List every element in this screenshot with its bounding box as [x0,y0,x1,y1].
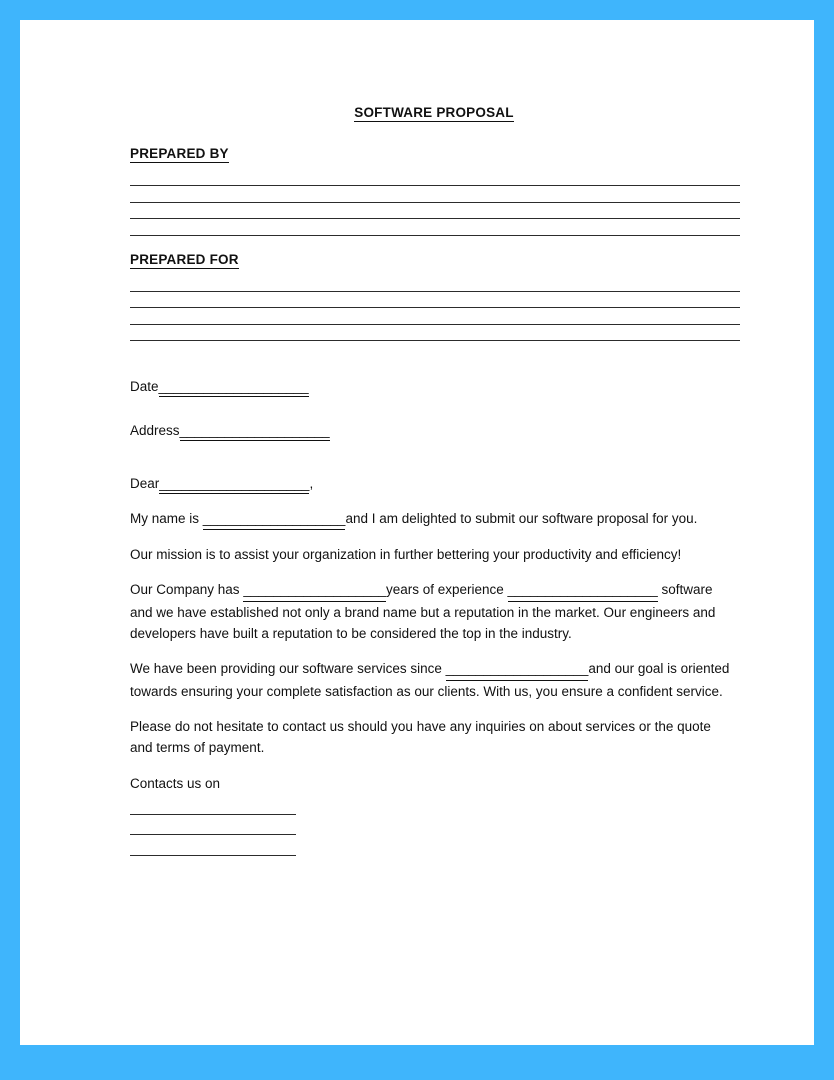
blank-rule [130,185,740,186]
company-blank-years[interactable]: ___________________ [243,579,386,601]
date-field [130,379,740,397]
contact-invite-paragraph: Please do not hesitate to contact us should you have any inquiries on about services or the quote and terms of payment. [130,718,711,756]
salutation-label: Dear [130,475,160,491]
blank-rule [130,307,740,308]
contact-blank-rule [130,855,296,856]
salutation-field [130,476,740,494]
blank-rule [130,202,740,203]
prepared-by-blank-lines [130,185,740,236]
spacer [110,702,740,716]
prepared-for-heading [130,252,740,267]
contact-blank-rule [130,814,296,815]
services-text-1: We have been providing our software services since [130,661,446,677]
services-paragraph [130,658,730,702]
date-blank[interactable]: ____________________ [159,379,309,397]
spacer [110,565,740,579]
prepared-by-heading [130,146,740,161]
document-page [20,20,814,1045]
services-blank[interactable]: ___________________ [446,658,589,680]
spacer [110,644,740,658]
intro-blank[interactable]: ___________________ [203,508,346,530]
spacer [110,341,740,379]
company-paragraph [130,579,730,644]
company-text-2: years of experience [385,582,508,598]
spacer [110,759,740,773]
intro-paragraph [130,508,730,530]
salutation-comma: , [309,475,314,491]
address-field [130,423,740,441]
contact-blank-rule [130,834,296,835]
spacer [110,441,740,476]
address-label: Address [130,422,180,438]
services-text-2: and our goal is oriented towards ensuring your complete satisfaction as our clients. With us, you ensure a confident service. [130,661,730,699]
address-blank[interactable]: ____________________ [180,423,330,441]
company-text-1: Our Company has [130,582,244,598]
company-blank-software[interactable]: ____________________ [508,579,658,601]
contacts-heading: Contacts us on [130,775,221,791]
blank-rule [130,324,740,325]
intro-text-before: My name is [130,510,203,526]
contact-blank-lines [130,814,740,856]
blank-rule [130,291,740,292]
document-body [110,105,740,875]
spacer [110,530,740,544]
mission-paragraph: Our mission is to assist your organization in further bettering your productivity and efficiency! [130,546,682,562]
salutation-blank[interactable]: ____________________ [159,476,309,494]
page-title-text: SOFTWARE PROPOSAL [354,105,514,120]
intro-text-after: and I am delighted to submit our software proposal for you. [345,510,698,526]
prepared-for-heading-text: PREPARED FOR [130,251,239,267]
date-label: Date [130,379,159,394]
spacer [110,494,740,508]
prepared-by-heading-text: PREPARED BY [130,146,229,161]
prepared-for-blank-lines [130,291,740,342]
page-title [110,105,740,120]
spacer [110,397,740,423]
spacer [110,236,740,252]
blank-rule [130,218,740,219]
company-text-3: software and we have established not only a brand name but a reputation in the market. Our engineers and developers have built a reputation to be considered the top in the industry. [130,582,716,641]
